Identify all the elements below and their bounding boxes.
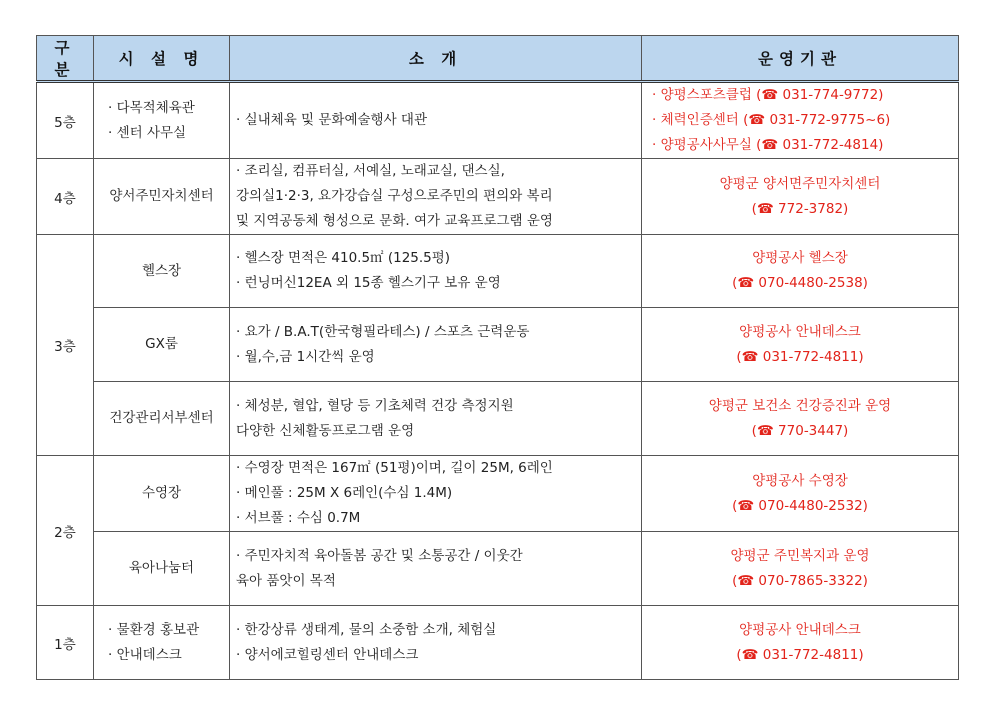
facility-cell [94,308,230,382]
org-cell [642,159,959,235]
intro-cell [230,308,642,382]
org-line: · 체력인증센터 (☎ 031-772-9775~6) [652,112,891,128]
intro-line: · 월,수,금 1시간씩 운영 [236,348,375,365]
facility-line: 건강관리서부센터 [109,410,214,426]
org-line: (☎ 772-3782) [751,200,849,217]
facility-table [36,35,959,680]
intro-line: · 헬스장 면적은 410.5㎡ (125.5평) [236,250,451,266]
facility-line: · 다목적체육관 [108,99,195,116]
intro-line: · 요가 / B.A.T(한국형필라테스) / 스포츠 근력운동 [236,323,530,340]
org-line: · 양평스포츠클럽 (☎ 031-774-9772) [652,87,884,103]
org-cell [642,382,959,456]
org-line: (☎ 070-4480-2532) [732,497,868,514]
intro-cell [230,82,642,159]
org-cell [642,606,959,680]
header-facility: 시 설 명 [94,36,230,82]
intro-line: 다양한 신체활동프로그램 운영 [236,422,415,439]
facility-line: GX룸 [145,336,178,352]
table-row-3f-gx [37,308,959,382]
facility-line: 양서주민자치센터 [109,188,214,204]
org-line: (☎ 031-772-4811) [736,348,864,365]
org-line: 양평공사 수영장 [752,472,848,489]
table-row-2f-pool [37,456,959,532]
intro-line: · 주민자치적 육아돌봄 공간 및 소통공간 / 이웃간 [236,547,523,564]
intro-line: · 수영장 면적은 167㎡ (51평)이며, 길이 25M, 6레인 [236,460,553,476]
intro-line: · 런닝머신12EA 외 15종 헬스기구 보유 운영 [236,275,501,291]
org-line: 양평공사 안내데스크 [739,621,861,638]
floor-label: 1층 [37,606,94,680]
intro-line: · 조리실, 컴퓨터실, 서예실, 노래교실, 댄스실, [236,163,505,179]
floor-label: 5층 [37,82,94,159]
facility-line: · 물환경 홍보관 [108,621,200,638]
table-row-2f-childcare [37,532,959,606]
facility-line: 헬스장 [141,262,182,279]
org-cell [642,82,959,159]
header-intro: 소 개 [230,36,642,82]
table-row-5f [37,82,959,159]
facility-line: 육아나눔터 [128,560,195,576]
table-row-1f [37,606,959,680]
facility-cell [94,456,230,532]
intro-cell [230,382,642,456]
org-cell [642,456,959,532]
intro-line: · 체성분, 혈압, 혈당 등 기초체력 건강 측정지원 [236,397,514,414]
org-cell [642,308,959,382]
org-cell [642,235,959,308]
intro-cell [230,159,642,235]
org-line: 양평공사 안내데스크 [739,323,861,340]
facility-line: 수영장 [141,485,182,501]
header-row [37,36,959,82]
org-line: 양평군 양서면주민자치센터 [719,175,881,192]
header-division: 구 분 [37,36,94,82]
table-row-3f-health [37,382,959,456]
org-line: 양평공사 헬스장 [752,250,848,266]
intro-line: · 양서에코힐링센터 안내데스크 [236,646,419,663]
org-line: (☎ 070-7865-3322) [732,572,868,589]
facility-line: · 안내데스크 [108,646,182,663]
facility-cell [94,382,230,456]
org-line: · 양평공사사무실 (☎ 031-772-4814) [652,137,884,153]
facility-cell [94,606,230,680]
floor-label: 2층 [37,456,94,606]
facility-cell [94,159,230,235]
facility-cell [94,235,230,308]
org-line: (☎ 770-3447) [751,422,849,439]
floor-label: 3층 [37,235,94,456]
intro-line: · 실내체육 및 문화예술행사 대관 [236,112,427,128]
intro-cell [230,235,642,308]
intro-line: 및 지역공동체 형성으로 문화. 여가 교육프로그램 운영 [236,213,553,229]
org-cell [642,532,959,606]
header-org: 운영기관 [642,36,959,82]
intro-line: 육아 품앗이 목적 [236,572,336,589]
facility-cell [94,532,230,606]
intro-cell [230,606,642,680]
org-line: 양평군 주민복지과 운영 [730,547,870,564]
intro-line: · 메인풀 : 25M X 6레인(수심 1.4M) [236,485,453,501]
intro-line: · 한강상류 생태계, 물의 소중함 소개, 체험실 [236,621,497,638]
facility-cell [94,82,230,159]
intro-cell [230,456,642,532]
org-line: (☎ 031-772-4811) [736,646,864,663]
table-row-4f [37,159,959,235]
intro-line: 강의실1·2·3, 요가강습실 구성으로주민의 편의와 복리 [236,188,553,204]
floor-label: 4층 [37,159,94,235]
intro-cell [230,532,642,606]
org-line: (☎ 070-4480-2538) [732,275,868,291]
table-row-3f-gym [37,235,959,308]
intro-line: · 서브풀 : 수심 0.7M [236,510,361,526]
facility-line: · 센터 사무실 [108,124,187,141]
org-line: 양평군 보건소 건강증진과 운영 [708,397,892,414]
